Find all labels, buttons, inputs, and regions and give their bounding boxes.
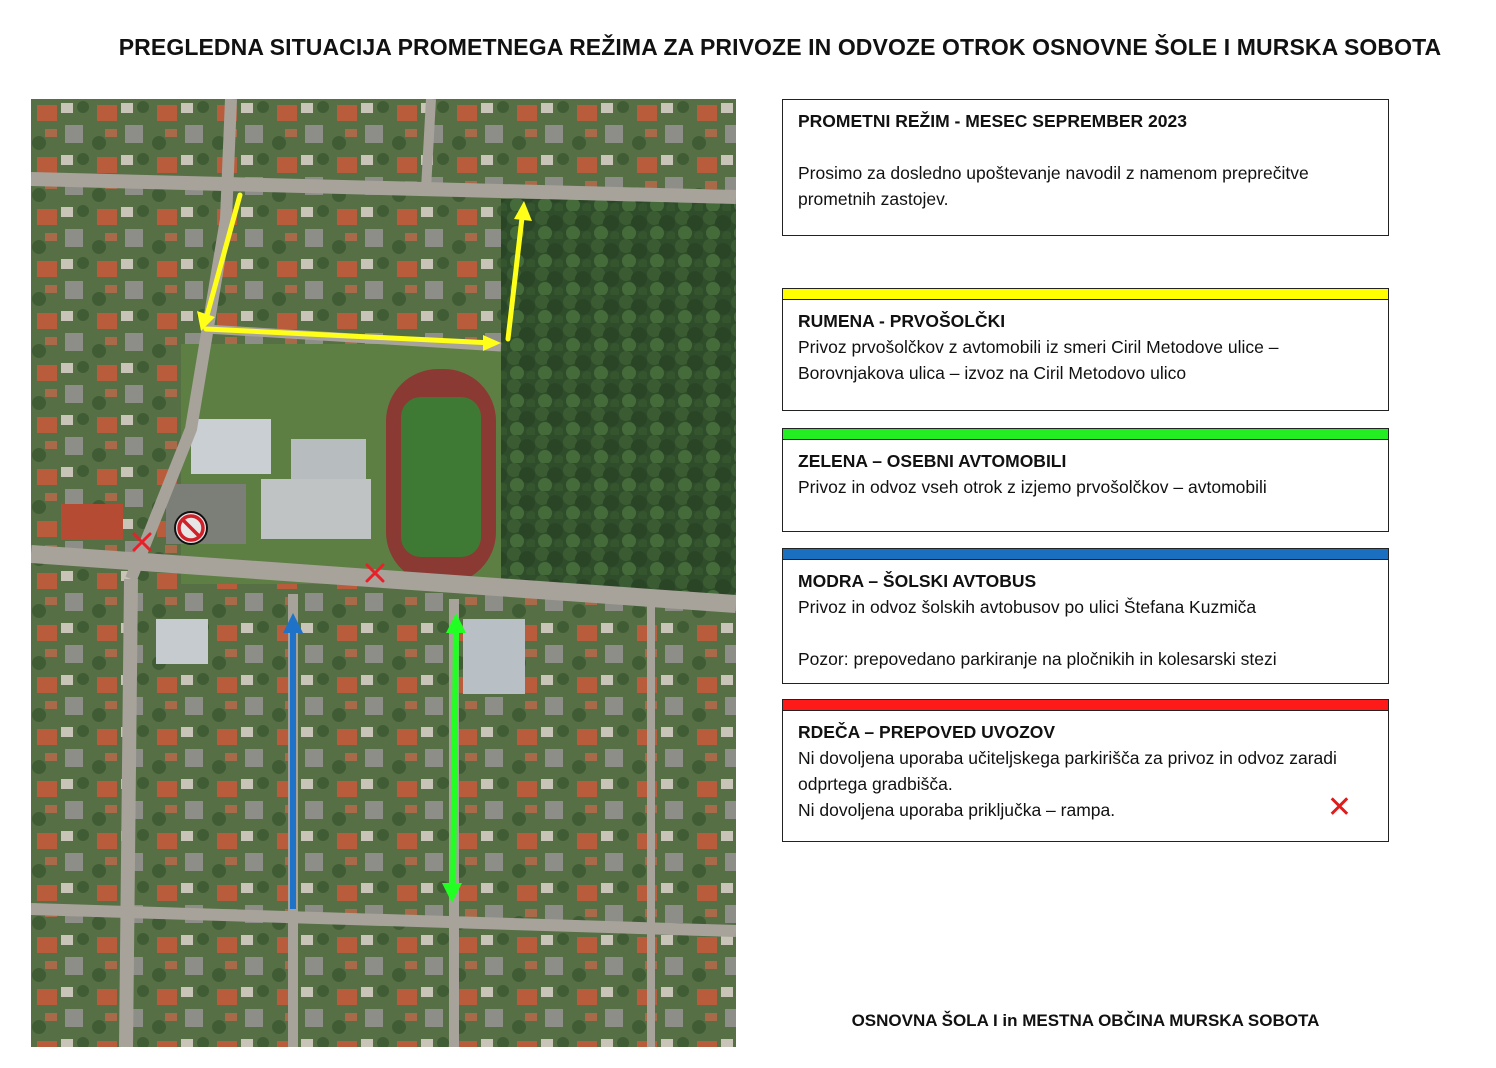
building-southwest xyxy=(156,619,208,664)
school-building xyxy=(291,439,366,479)
legend-intro-box xyxy=(782,99,1389,236)
yellow-stripe xyxy=(782,288,1389,299)
legend-blue-text: Privoz in odvoz šolskih avtobusov po ulici Štefana Kuzmiča xyxy=(798,597,1257,617)
legend-yellow-text: Privoz prvošolčkov z avtomobili iz smeri Ciril Metodove ulice – Borovnjakova ulica – izvoz na Ciril Metodovo ulico xyxy=(798,337,1279,383)
legend-green-text: Privoz in odvoz vseh otrok z izjemo prvošolčkov – avtomobili xyxy=(798,477,1267,497)
legend-red-box xyxy=(782,710,1389,842)
cross-icon: ✕ xyxy=(1326,791,1352,824)
red-roof-building xyxy=(61,504,123,540)
red-stripe xyxy=(782,699,1389,710)
park-forest xyxy=(501,199,736,599)
legend-green-heading: ZELENA – OSEBNI AVTOMOBILI xyxy=(798,451,1067,471)
football-field xyxy=(401,397,481,557)
green-stripe xyxy=(782,428,1389,439)
school-building-annex xyxy=(261,479,371,539)
map-svg xyxy=(31,99,736,1047)
footer-credit: OSNOVNA ŠOLA I in MESTNA OBČINA MURSKA SOBOTA xyxy=(851,1011,1320,1030)
legend-yellow-box xyxy=(782,299,1389,411)
legend-blue-note: Pozor: prepovedano parkiranje na pločnikih in kolesarski stezi xyxy=(798,649,1277,669)
legend-green-box xyxy=(782,439,1389,532)
legend-red-text2: Ni dovoljena uporaba priključka – rampa. xyxy=(798,800,1116,820)
legend-yellow-heading: RUMENA - PRVOŠOLČKI xyxy=(798,311,1006,331)
no-entry-icon xyxy=(175,512,207,544)
aerial-map[interactable] xyxy=(31,99,736,1047)
page-title: PREGLEDNA SITUACIJA PROMETNEGA REŽIMA ZA PRIVOZE IN ODVOZE OTROK OSNOVNE ŠOLE I MURSKA SOBOTA xyxy=(118,34,1442,60)
legend-blue-heading: MODRA – ŠOLSKI AVTOBUS xyxy=(798,571,1037,591)
commercial-building xyxy=(463,619,525,694)
blue-stripe xyxy=(782,548,1389,559)
sports-hall xyxy=(191,419,271,474)
legend-red-heading: RDEČA – PREPOVED UVOZOV xyxy=(798,722,1056,742)
legend-intro-text: Prosimo za dosledno upoštevanje navodil z namenom preprečitve prometnih zastojev. xyxy=(798,163,1309,209)
legend-blue-box xyxy=(782,559,1389,684)
legend-red-text1: Ni dovoljena uporaba učiteljskega parkirišča za privoz in odvoz zaradi odprtega gradbišča. xyxy=(798,748,1337,794)
legend-intro-heading: PROMETNI REŽIM - MESEC SEPREMBER 2023 xyxy=(798,111,1187,131)
